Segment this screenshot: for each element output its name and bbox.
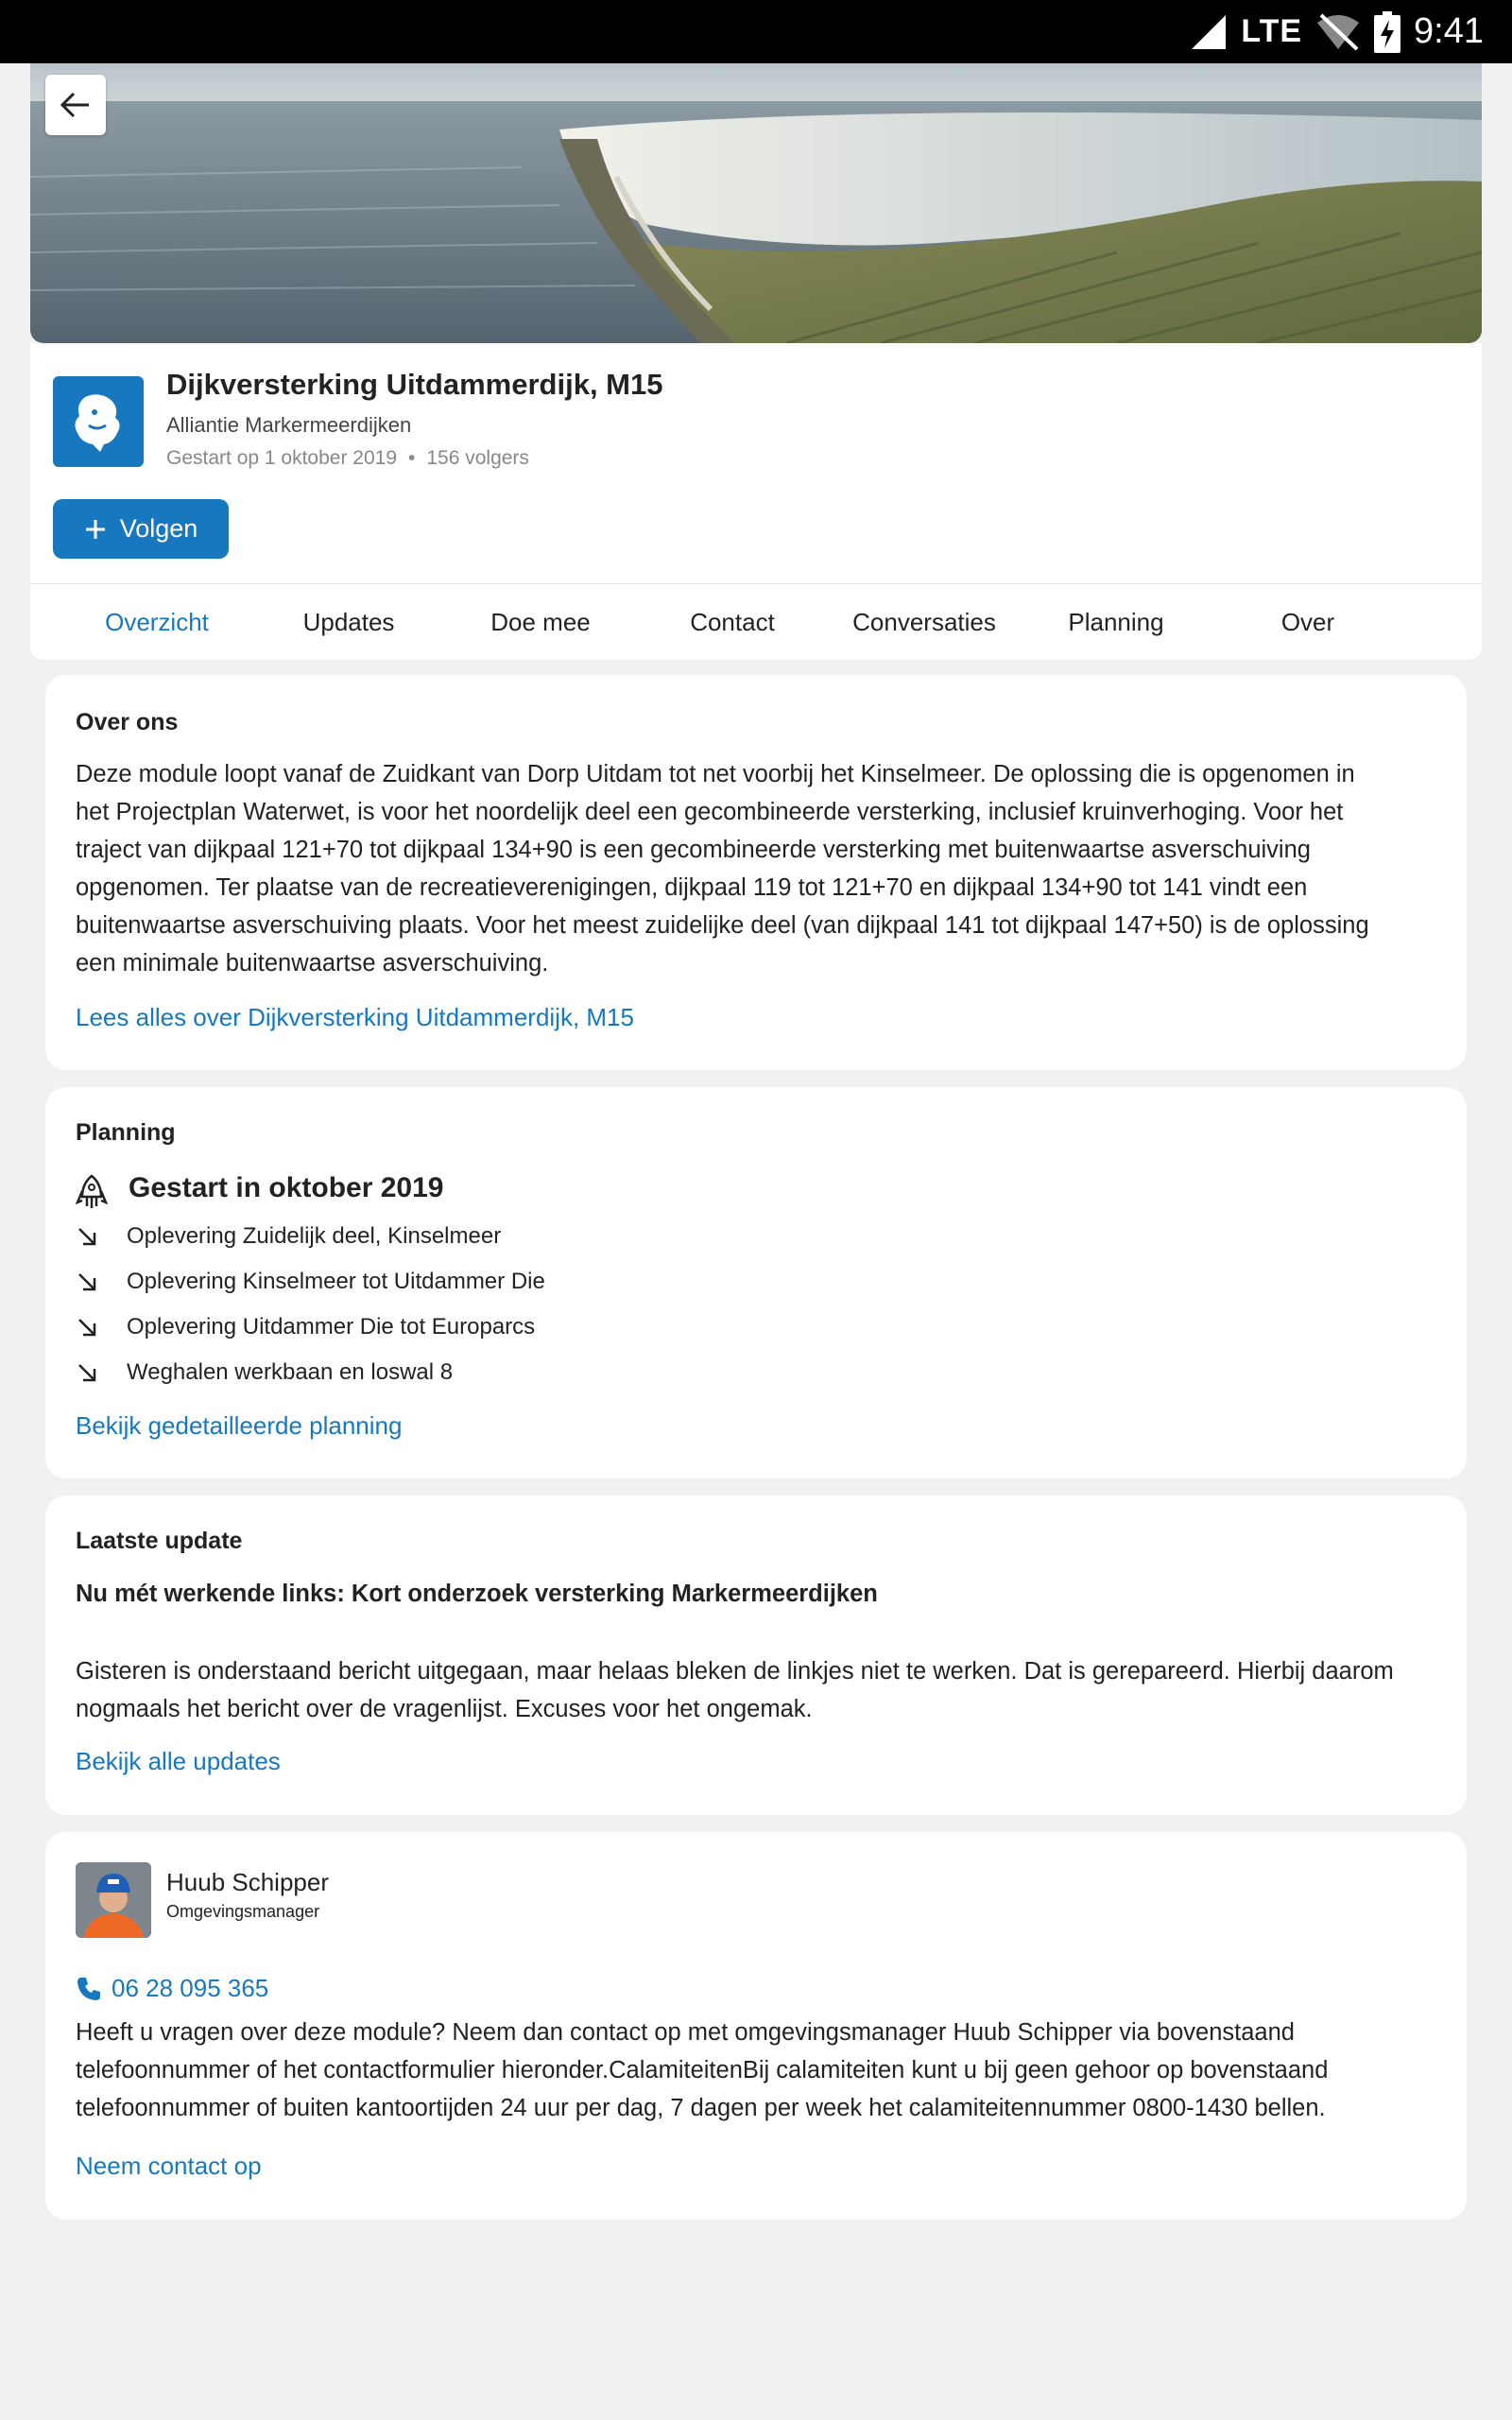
planning-link[interactable]: Bekijk gedetailleerde planning bbox=[76, 1411, 403, 1440]
contact-line: telefoonnummer of het contactformulier hieronder.CalamiteitenBij calamiteiten kunt u bij geen gehoor op bovenstaand bbox=[76, 2057, 1329, 2083]
tab-doe-mee[interactable]: Doe mee bbox=[490, 608, 591, 636]
about-text bbox=[76, 755, 1446, 982]
about-line: buitenwaartse asverschuiving plaats. Voor het meest zuidelijke deel (van dijkpaal 141 tot dijkpaal 147+50) is de oplossing bbox=[76, 912, 1369, 939]
contact-line: telefoonnummer of buiten kantoortijden 24 uur per dag, 7 dagen per week het calamiteitennummer 0800-1430 bellen. bbox=[76, 2095, 1326, 2121]
network-type: LTE bbox=[1241, 13, 1303, 49]
tab-planning[interactable]: Planning bbox=[1068, 608, 1164, 636]
planning-item-label: Oplevering Zuidelijk deel, Kinselmeer bbox=[127, 1223, 502, 1249]
rocket-icon bbox=[76, 1174, 108, 1210]
planning-card bbox=[45, 1087, 1467, 1478]
plus-icon bbox=[84, 518, 107, 541]
about-card bbox=[45, 675, 1467, 1070]
update-card bbox=[45, 1495, 1467, 1815]
tab-updates[interactable]: Updates bbox=[302, 608, 395, 636]
tab-conversaties[interactable]: Conversaties bbox=[852, 608, 996, 636]
lion-logo-icon bbox=[66, 389, 130, 454]
phone-icon bbox=[76, 1976, 102, 2002]
about-line: het Projectplan Waterwet, is voor het noordelijk deel een gecombineerde versterking, inclusief kruinverhoging. Voor het bbox=[76, 799, 1344, 825]
planning-item-label: Weghalen werkbaan en loswal 8 bbox=[127, 1359, 454, 1385]
planning-heading: Planning bbox=[76, 1119, 176, 1146]
contact-line: Heeft u vragen over deze module? Neem dan contact op met omgevingsmanager Huub Schipper via bovenstaand bbox=[76, 2019, 1295, 2046]
about-heading: Over ons bbox=[76, 709, 179, 735]
clock: 9:41 bbox=[1414, 11, 1484, 51]
tab-over[interactable]: Over bbox=[1280, 608, 1335, 636]
update-line: Gisteren is onderstaand bericht uitgegaan, maar helaas bleken de linkjes niet te werken. Dat is gerepareerd. Hierbij daarom bbox=[76, 1658, 1394, 1685]
planning-item-label: Oplevering Kinselmeer tot Uitdammer Die bbox=[127, 1269, 545, 1294]
organization-logo bbox=[53, 376, 144, 467]
tab-bar bbox=[30, 583, 1482, 660]
planning-start: Gestart in oktober 2019 bbox=[129, 1172, 444, 1203]
planning-item bbox=[76, 1308, 535, 1346]
contact-card bbox=[45, 1832, 1467, 2220]
all-updates-link[interactable]: Bekijk alle updates bbox=[76, 1747, 281, 1775]
arrow-down-right-icon bbox=[76, 1361, 98, 1384]
contact-link[interactable]: Neem contact op bbox=[76, 2152, 262, 2180]
tab-overzicht[interactable]: Overzicht bbox=[105, 608, 209, 636]
signal-icon bbox=[1190, 13, 1228, 51]
arrow-down-right-icon bbox=[76, 1316, 98, 1339]
read-more-link[interactable]: Lees alles over Dijkversterking Uitdammerdijk, M15 bbox=[76, 1003, 634, 1031]
project-header bbox=[30, 343, 1482, 660]
planning-item bbox=[76, 1218, 501, 1255]
planning-item bbox=[76, 1263, 545, 1301]
update-title: Nu mét werkende links: Kort onderzoek versterking Markermeerdijken bbox=[76, 1581, 878, 1607]
avatar bbox=[76, 1862, 151, 1938]
hero-image bbox=[30, 63, 1482, 343]
back-button[interactable] bbox=[45, 75, 106, 135]
arrow-down-right-icon bbox=[76, 1225, 98, 1248]
follower-count: 156 volgers bbox=[426, 447, 529, 469]
project-organization: Alliantie Markermeerdijken bbox=[166, 413, 412, 437]
phone-link[interactable] bbox=[76, 1974, 268, 2003]
phone-number: 06 28 095 365 bbox=[112, 1974, 269, 2002]
project-title: Dijkversterking Uitdammerdijk, M15 bbox=[166, 368, 663, 401]
project-meta bbox=[166, 447, 529, 470]
arrow-down-right-icon bbox=[76, 1270, 98, 1293]
follow-button[interactable] bbox=[53, 499, 229, 559]
about-line: opgenomen. Ter plaatse van de recreatieverenigingen, dijkpaal 119 tot 121+70 en dijkpaal 134+90 tot 141 vindt een bbox=[76, 874, 1308, 901]
about-line: Deze module loopt vanaf de Zuidkant van Dorp Uitdam tot net voorbij het Kinselmeer. De oplossing die is opgenomen in bbox=[76, 761, 1355, 787]
planning-item bbox=[76, 1354, 453, 1392]
contact-role: Omgevingsmanager bbox=[166, 1902, 320, 1921]
about-line: een minimale buitenwaartse asverschuiving. bbox=[76, 950, 549, 977]
about-line: traject van dijkpaal 121+70 tot dijkpaal 134+90 is een gecombineerde versterking met buitenwaartse asverschuiving bbox=[76, 837, 1311, 863]
update-heading: Laatste update bbox=[76, 1528, 243, 1554]
contact-text bbox=[76, 2014, 1446, 2127]
battery-charging-icon bbox=[1374, 11, 1400, 53]
start-date: Gestart op 1 oktober 2019 bbox=[166, 447, 397, 469]
update-text bbox=[76, 1652, 1446, 1728]
meta-separator: • bbox=[408, 447, 416, 469]
planning-item-label: Oplevering Uitdammer Die tot Europarcs bbox=[127, 1314, 536, 1340]
follow-label: Volgen bbox=[119, 514, 198, 543]
status-bar bbox=[0, 0, 1512, 63]
arrow-left-icon bbox=[59, 88, 93, 122]
update-line: nogmaals het bericht over de vragenlijst. Excuses voor het ongemak. bbox=[76, 1696, 813, 1722]
contact-name: Huub Schipper bbox=[166, 1868, 329, 1896]
wifi-off-icon bbox=[1315, 13, 1361, 51]
tab-contact[interactable]: Contact bbox=[690, 608, 775, 636]
